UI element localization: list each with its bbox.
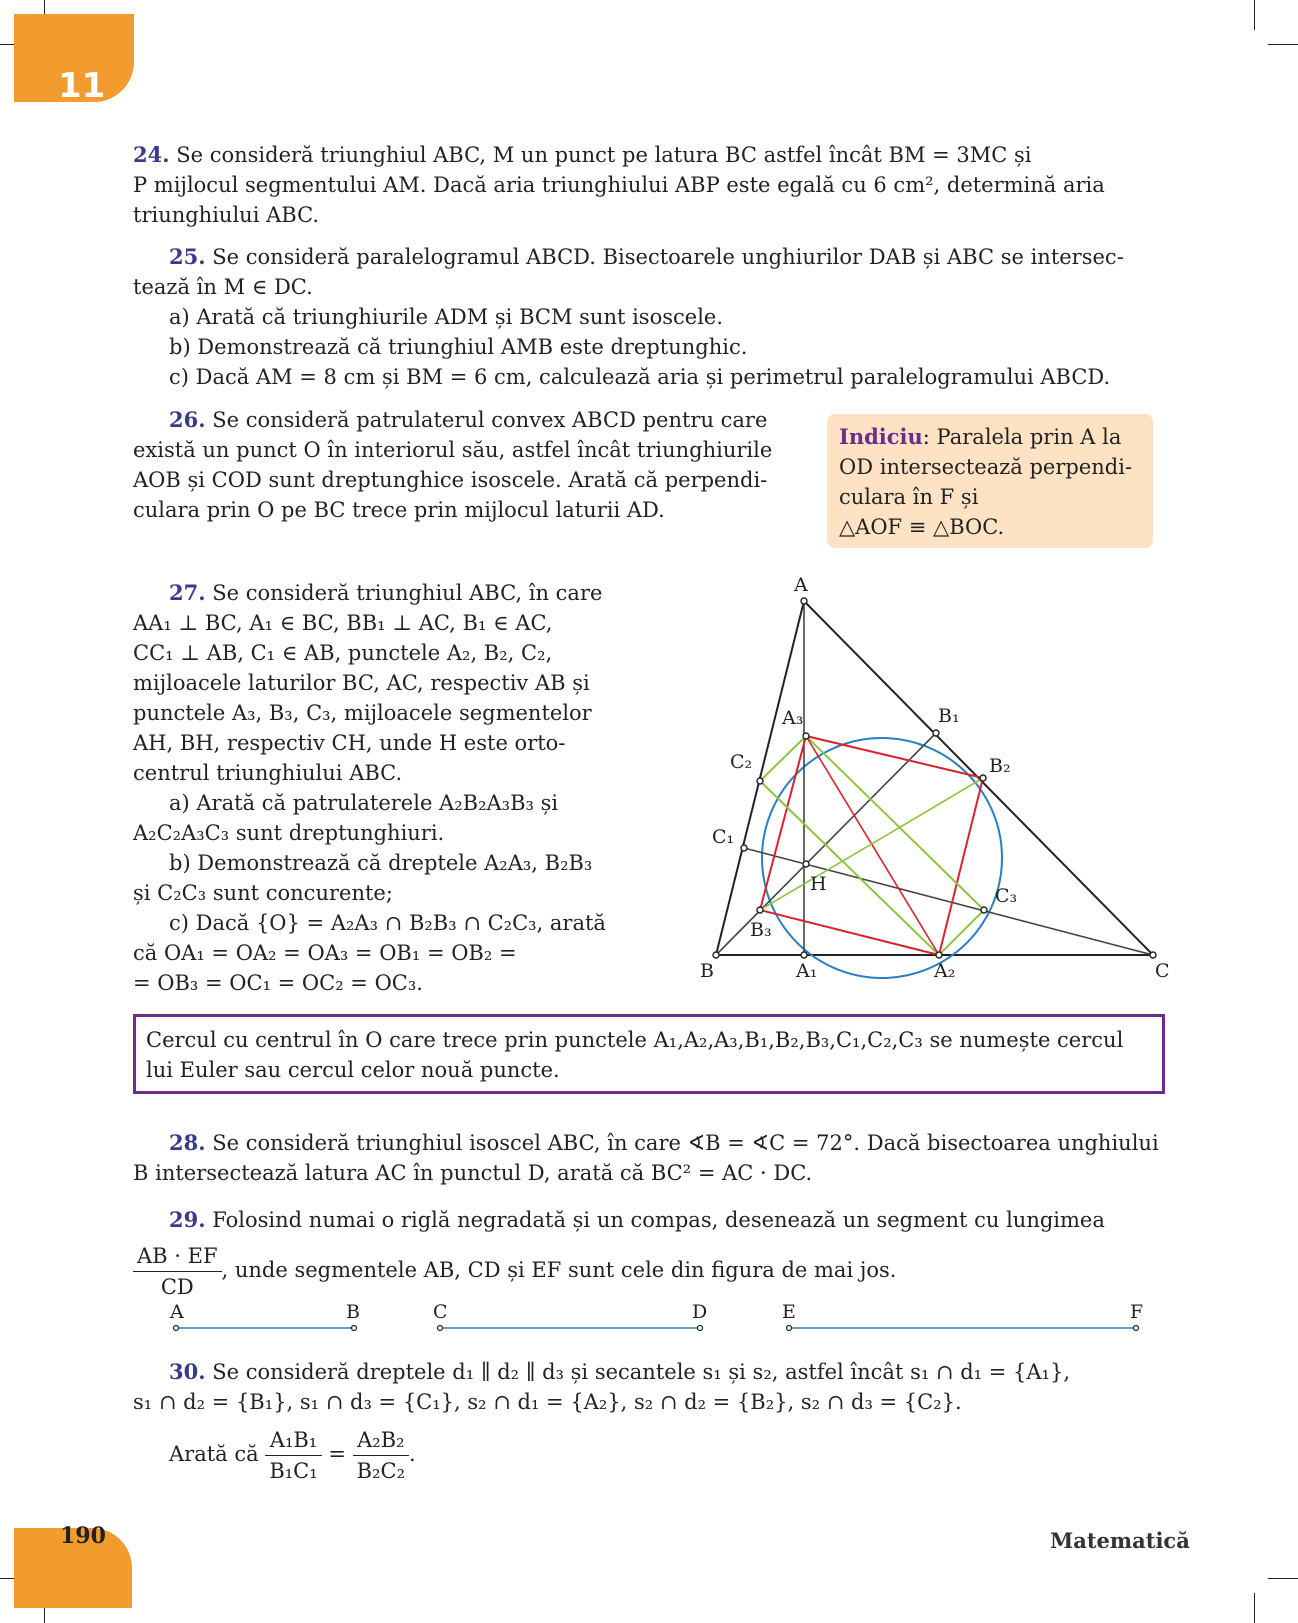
segment-label: F xyxy=(1130,1301,1144,1323)
fraction xyxy=(265,1425,321,1486)
point-d xyxy=(698,1326,703,1331)
problem-text: b) Demonstrează că dreptele A₂A₃, B₂B₃ xyxy=(169,851,593,875)
note-text: Cercul cu centrul în O care trece prin punctele A₁,A₂,A₃,B₁,B₂,B₃,C₁,C₂,C₃ se numește cercul xyxy=(146,1028,1124,1052)
problem-text: AA₁ ⊥ BC, A₁ ∈ BC, BB₁ ⊥ AC, B₁ ∈ AC, xyxy=(133,611,553,635)
problem-text: , unde segmentele AB, CD și EF sunt cele din figura de mai jos. xyxy=(221,1258,897,1282)
point-b1 xyxy=(933,730,939,736)
problem-text: și C₂C₃ sunt concurente; xyxy=(133,881,393,905)
label-c: C xyxy=(1155,960,1170,982)
problem-text: AOB și COD sunt dreptunghice isoscele. Arată că perpendi- xyxy=(133,468,768,492)
fraction-numerator: A₁B₁ xyxy=(265,1425,321,1456)
crop-mark xyxy=(1268,44,1298,45)
point-c2 xyxy=(757,778,763,784)
problem-text: tează în M ∈ DC. xyxy=(133,275,313,299)
problem-number: 26. xyxy=(169,407,206,432)
problem-26 xyxy=(133,405,801,525)
problem-number: 28. xyxy=(169,1130,206,1155)
euler-circle-figure xyxy=(690,570,1180,990)
segment-label: C xyxy=(433,1301,448,1323)
problem-text: Folosind numai o riglă negradată și un compas, desenează un segment cu lungimea xyxy=(212,1208,1105,1232)
problem-number: 27. xyxy=(169,580,206,605)
label-a3: A₃ xyxy=(782,707,804,729)
crop-mark xyxy=(1254,1593,1255,1623)
point-b xyxy=(352,1326,357,1331)
point-c1 xyxy=(741,845,747,851)
problem-text: există un punct O în interiorul său, astfel încât triunghiurile xyxy=(133,438,773,462)
problem-25 xyxy=(133,242,1165,392)
problem-27 xyxy=(133,578,621,998)
problem-text: Se consideră triunghiul isoscel ABC, în care ∢B = ∢C = 72°. Dacă bisectoarea unghiului xyxy=(212,1131,1159,1155)
problem-30 xyxy=(133,1357,1165,1486)
problem-text: CC₁ ⊥ AB, C₁ ∈ AB, punctele A₂, B₂, C₂, xyxy=(133,641,553,665)
page-number: 190 xyxy=(60,1523,106,1549)
problem-number: 24. xyxy=(133,142,170,167)
problem-number: 25. xyxy=(169,244,206,269)
problem-text: B intersectează latura AC în punctul D, arată că BC² = AC · DC. xyxy=(133,1161,813,1185)
point-c3 xyxy=(981,907,987,913)
problem-text: = OB₃ = OC₁ = OC₂ = OC₃. xyxy=(133,971,423,995)
problem-text: centrul triunghiului ABC. xyxy=(133,761,403,785)
label-a1: A₁ xyxy=(796,960,818,982)
crop-mark xyxy=(1268,1578,1298,1579)
problem-text: P mijlocul segmentului AM. Dacă aria triunghiului ABP este egală cu 6 cm², determină aria xyxy=(133,173,1105,197)
problem-text: s₁ ∩ d₂ = {B₁}, s₁ ∩ d₃ = {C₁}, s₂ ∩ d₁ = {A₂}, s₂ ∩ d₂ = {B₂}, s₂ ∩ d₃ = {C₂}. xyxy=(133,1390,962,1414)
segments-figure xyxy=(160,1295,1150,1345)
problem-text: A₂C₂A₃C₃ sunt dreptunghiuri. xyxy=(133,821,445,845)
crop-mark xyxy=(1254,0,1255,30)
hint-text: : Paralela prin A la xyxy=(922,425,1122,449)
problem-text xyxy=(133,578,621,608)
problem-text: Se consideră dreptele d₁ ∥ d₂ ∥ d₃ și secantele s₁ și s₂, astfel încât s₁ ∩ d₁ = {A₁}, xyxy=(212,1360,1070,1384)
point-a xyxy=(174,1326,179,1331)
label-a: A xyxy=(794,574,808,596)
chapter-number: 11 xyxy=(58,66,106,106)
label-h: H xyxy=(810,873,827,895)
problem-text: Se consideră paralelogramul ABCD. Bisectoarele unghiurilor DAB și ABC se intersec- xyxy=(212,245,1124,269)
hint-text: △AOF ≡ △BOC. xyxy=(839,515,1005,539)
point-h xyxy=(803,861,809,867)
problem-text: triunghiului ABC. xyxy=(133,203,320,227)
segment-label: E xyxy=(782,1301,796,1323)
point-a1 xyxy=(801,952,807,958)
problem-text: Se consideră patrulaterul convex ABCD pentru care xyxy=(212,408,768,432)
segment-label: D xyxy=(692,1301,708,1323)
point-a3 xyxy=(803,733,809,739)
note-text: lui Euler sau cercul celor nouă puncte. xyxy=(146,1058,560,1082)
problem-text: Arată că xyxy=(169,1442,259,1466)
fraction-denominator: B₁C₁ xyxy=(269,1459,318,1483)
point-a xyxy=(801,598,807,604)
point-e xyxy=(787,1326,792,1331)
equals-sign: = xyxy=(328,1442,346,1466)
label-b2: B₂ xyxy=(989,755,1011,777)
fraction-numerator: A₂B₂ xyxy=(353,1425,409,1456)
problem-24 xyxy=(133,140,1165,230)
point-a2 xyxy=(936,952,942,958)
point-f xyxy=(1134,1326,1139,1331)
problem-text: punctele A₃, B₃, C₃, mijloacele segmentelor xyxy=(133,701,592,725)
fraction-denominator: B₂C₂ xyxy=(356,1459,405,1483)
problem-text: AH, BH, respectiv CH, unde H este orto- xyxy=(133,731,566,755)
hint-title: Indiciu xyxy=(839,424,923,449)
hint-text: culara în F și xyxy=(839,485,979,509)
subject-label: Matematică xyxy=(1050,1528,1190,1553)
problem-part-c: c) Dacă AM = 8 cm și BM = 6 cm, calculează aria și perimetrul paralelogramului ABCD. xyxy=(169,365,1111,389)
problem-text: Se consideră triunghiul ABC, M un punct pe latura BC astfel încât BM = 3MC și xyxy=(176,143,1032,167)
hint-box xyxy=(827,414,1153,548)
problem-part-b: b) Demonstrează că triunghiul AMB este dreptunghic. xyxy=(169,335,748,359)
fraction-numerator: AB · EF xyxy=(133,1241,222,1272)
label-c1: C₁ xyxy=(712,826,735,848)
segment-label: B xyxy=(346,1301,360,1323)
label-b: B xyxy=(700,960,714,982)
triangle-abc xyxy=(716,601,1153,955)
euler-note-box xyxy=(133,1014,1165,1094)
fraction xyxy=(353,1425,409,1486)
problem-text: că OA₁ = OA₂ = OA₃ = OB₁ = OB₂ = xyxy=(133,941,517,965)
label-b1: B₁ xyxy=(938,705,960,727)
point-b xyxy=(713,952,719,958)
fraction-denominator: CD xyxy=(160,1275,194,1299)
point-b3 xyxy=(757,907,763,913)
label-c2: C₂ xyxy=(730,751,753,773)
label-b3: B₃ xyxy=(750,919,772,941)
problem-number: 30. xyxy=(169,1359,206,1384)
problem-29 xyxy=(133,1205,1165,1302)
problem-number: 29. xyxy=(169,1207,206,1232)
problem-text: Se consideră triunghiul ABC, în care xyxy=(212,581,603,605)
problem-text: mijloacele laturilor BC, AC, respectiv AB și xyxy=(133,671,590,695)
fraction xyxy=(133,1241,222,1302)
hint-text: OD intersectează perpendi- xyxy=(839,455,1133,479)
problem-part-a: a) Arată că triunghiurile ADM și BCM sunt isoscele. xyxy=(169,305,724,329)
problem-28 xyxy=(133,1128,1165,1188)
point-c xyxy=(1150,952,1156,958)
problem-text: culara prin O pe BC trece prin mijlocul laturii AD. xyxy=(133,498,665,522)
segment-label: A xyxy=(170,1301,184,1323)
label-a2: A₂ xyxy=(934,960,956,982)
problem-text: a) Arată că patrulaterele A₂B₂A₃B₃ și xyxy=(169,791,559,815)
point-b2 xyxy=(980,775,986,781)
rectangle-a2b2a3b3 xyxy=(760,736,983,955)
period: . xyxy=(409,1442,416,1466)
point-c xyxy=(438,1326,443,1331)
label-c3: C₃ xyxy=(995,885,1018,907)
problem-text: c) Dacă {O} = A₂A₃ ∩ B₂B₃ ∩ C₂C₃, arată xyxy=(169,911,606,935)
